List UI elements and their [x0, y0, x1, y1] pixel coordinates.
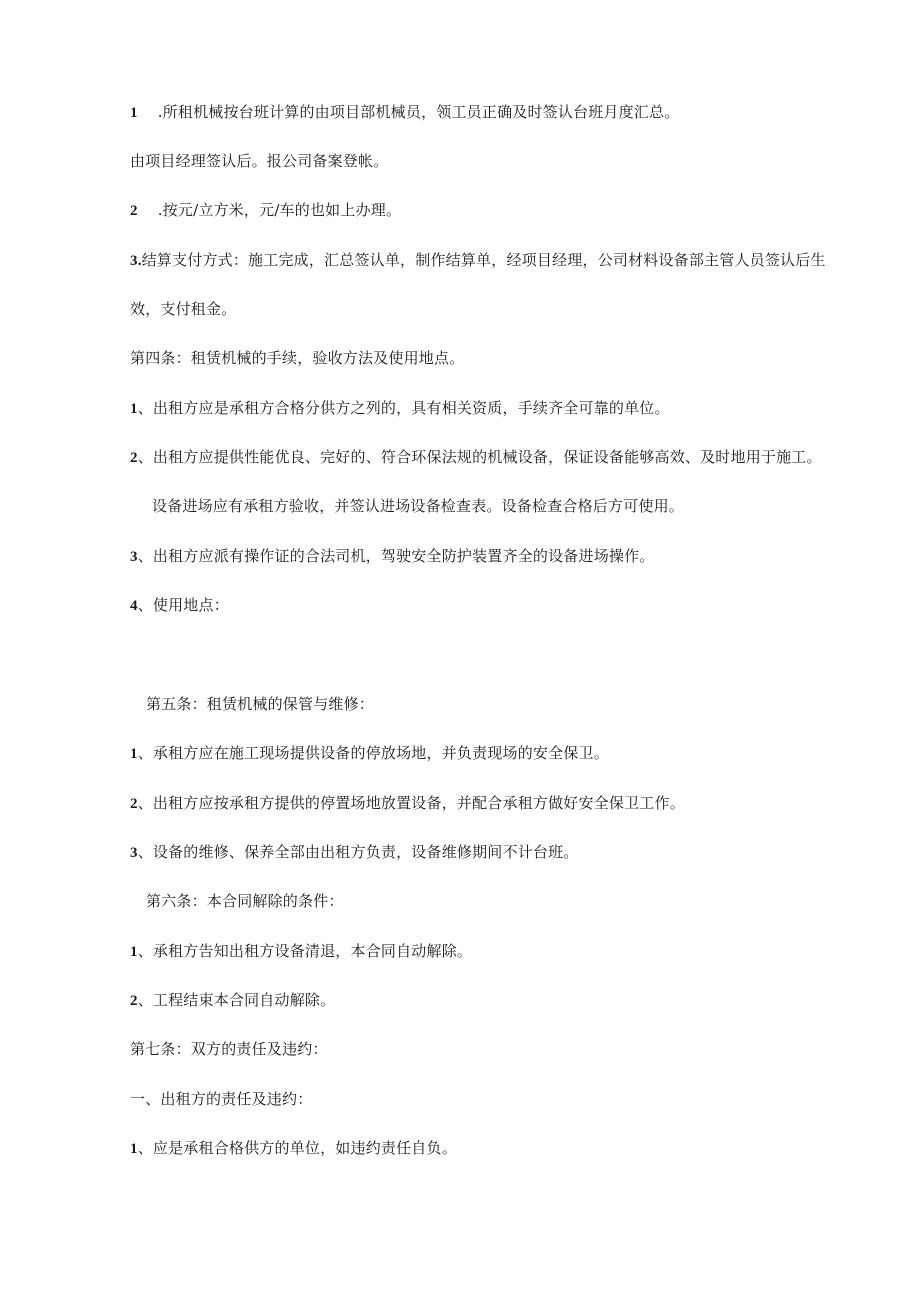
item-number: 1: [130, 944, 138, 960]
line-text: 、出租方应提供性能优良、完好的、符合环保法规的机械设备，保证设备能够高效、及时地用于施工。: [137, 448, 822, 466]
paragraph-line-4: [130, 250, 826, 271]
item-number: 3.: [130, 253, 142, 269]
item-number: 3: [130, 549, 138, 565]
section-heading-article-7: [130, 1039, 328, 1059]
line-text: 、使用地点：: [137, 596, 229, 614]
line-text: 、应是承租合格供方的单位，如违约责任自负。: [137, 1139, 457, 1157]
line-text: 、承租方应在施工现场提供设备的停放场地，并负责现场的安全保卫。: [137, 744, 609, 762]
line-text: .所租机械按台班计算的由项目部机械员，领工员正确及时签认台班月度汇总。: [157, 103, 680, 121]
item-number: 1: [130, 105, 138, 121]
line-text: 、工程结束本合同自动解除。: [137, 991, 336, 1009]
line-text: 由项目经理签认后。报公司备案登帐。: [130, 152, 389, 170]
line-text: 、出租方应按承租方提供的停置场地放置设备，并配合承租方做好安全保卫工作。: [137, 794, 685, 812]
line-text: 设备进场应有承租方验收，并签认进场设备检查表。设备检查合格后方可使用。: [152, 497, 685, 515]
paragraph-line-14: [130, 793, 685, 814]
item-number: 2: [130, 450, 138, 466]
line-text: 结算支付方式：施工完成，汇总签认单，制作结算单，经项目经理，公司材料设备部主管人员签认后生: [141, 251, 826, 269]
line-text: 、设备的维修、保养全部由出租方负责，设备维修期间不计台班。: [137, 843, 579, 861]
line-text: .按元/立方米，元/车的也如上办理。: [157, 201, 402, 219]
section-heading-article-5: [146, 694, 374, 714]
paragraph-line-1: [130, 102, 679, 123]
paragraph-line-7: [130, 398, 670, 419]
line-text: 、承租方告知出租方设备清退，本合同自动解除。: [137, 942, 473, 960]
item-number: 1: [130, 401, 138, 417]
paragraph-line-11: [130, 595, 229, 616]
subsection-heading: [130, 1089, 312, 1109]
paragraph-line-21: [130, 1138, 457, 1159]
heading-text: 第五条：租赁机械的保管与维修：: [146, 695, 375, 713]
line-text: 、出租方应是承租方合格分供方之列的，具有相关资质，手续齐全可靠的单位。: [137, 399, 670, 417]
item-number: 3: [130, 845, 138, 861]
paragraph-line-15: [130, 842, 579, 863]
heading-text: 第六条：本合同解除的条件：: [146, 892, 344, 910]
heading-text: 第四条：租赁机械的手续，验收方法及使用地点。: [130, 349, 465, 367]
item-number: 2: [130, 203, 138, 219]
paragraph-line-17: [130, 941, 472, 962]
paragraph-line-5: [130, 299, 236, 319]
paragraph-line-18: [130, 990, 335, 1011]
heading-text: 一、出租方的责任及违约：: [130, 1090, 313, 1108]
item-number: 4: [130, 598, 138, 614]
line-text: 、出租方应派有操作证的合法司机，驾驶安全防护装置齐全的设备进场操作。: [137, 547, 655, 565]
paragraph-line-3: [130, 200, 401, 221]
paragraph-line-9: [152, 496, 684, 516]
heading-text: 第七条：双方的责任及违约：: [130, 1040, 328, 1058]
item-number: 1: [130, 1141, 138, 1157]
item-number: 2: [130, 796, 138, 812]
section-heading-article-6: [146, 891, 344, 911]
line-text: 效，支付租金。: [130, 300, 237, 318]
item-number: 1: [130, 746, 138, 762]
paragraph-line-13: [130, 743, 609, 764]
section-heading-article-4: [130, 348, 464, 368]
paragraph-line-2: [130, 151, 388, 171]
item-number: 2: [130, 993, 138, 1009]
paragraph-line-8: [130, 447, 822, 468]
paragraph-line-10: [130, 546, 655, 567]
